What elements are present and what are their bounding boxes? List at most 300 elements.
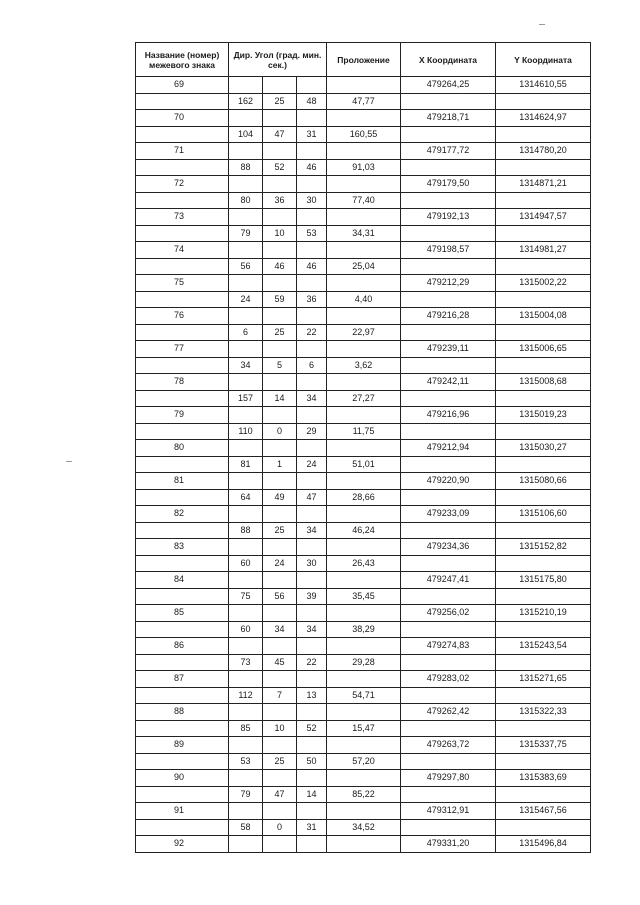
empty-cell <box>297 770 327 787</box>
empty-cell <box>229 572 263 589</box>
angle-seconds: 48 <box>297 93 327 110</box>
empty-cell <box>263 77 297 94</box>
empty-cell <box>327 638 401 655</box>
empty-cell <box>496 357 591 374</box>
point-name: 80 <box>136 440 229 457</box>
point-name: 72 <box>136 176 229 193</box>
y-coordinate: 1315006,65 <box>496 341 591 358</box>
angle-minutes: 10 <box>263 720 297 737</box>
point-row <box>136 341 591 358</box>
empty-cell <box>136 291 229 308</box>
angle-minutes: 1 <box>263 456 297 473</box>
segment-row <box>136 324 591 341</box>
y-coordinate: 1314871,21 <box>496 176 591 193</box>
angle-degrees: 58 <box>229 819 263 836</box>
point-row <box>136 110 591 127</box>
empty-cell <box>136 390 229 407</box>
empty-cell <box>136 489 229 506</box>
empty-cell <box>496 291 591 308</box>
table-body <box>136 77 591 853</box>
angle-degrees: 73 <box>229 654 263 671</box>
empty-cell <box>263 341 297 358</box>
angle-seconds: 30 <box>297 555 327 572</box>
x-coordinate: 479234,36 <box>401 539 496 556</box>
angle-seconds: 22 <box>297 654 327 671</box>
segment-row <box>136 291 591 308</box>
empty-cell <box>263 473 297 490</box>
empty-cell <box>496 423 591 440</box>
empty-cell <box>229 803 263 820</box>
angle-seconds: 34 <box>297 390 327 407</box>
empty-cell <box>297 143 327 160</box>
y-coordinate: 1315467,56 <box>496 803 591 820</box>
empty-cell <box>401 93 496 110</box>
y-coordinate: 1314610,55 <box>496 77 591 94</box>
empty-cell <box>263 671 297 688</box>
empty-cell <box>136 423 229 440</box>
empty-cell <box>401 654 496 671</box>
boundary-coordinates-table <box>135 42 591 853</box>
point-name: 85 <box>136 605 229 622</box>
segment-row <box>136 192 591 209</box>
segment-length: 77,40 <box>327 192 401 209</box>
empty-cell <box>263 539 297 556</box>
empty-cell <box>297 110 327 127</box>
empty-cell <box>229 110 263 127</box>
point-row <box>136 308 591 325</box>
empty-cell <box>297 605 327 622</box>
angle-seconds: 29 <box>297 423 327 440</box>
empty-cell <box>297 440 327 457</box>
empty-cell <box>136 687 229 704</box>
empty-cell <box>263 803 297 820</box>
empty-cell <box>136 555 229 572</box>
empty-cell <box>496 324 591 341</box>
angle-degrees: 88 <box>229 159 263 176</box>
empty-cell <box>229 836 263 853</box>
empty-cell <box>297 308 327 325</box>
segment-row <box>136 489 591 506</box>
empty-cell <box>136 126 229 143</box>
empty-cell <box>401 588 496 605</box>
segment-length: 54,71 <box>327 687 401 704</box>
empty-cell <box>496 753 591 770</box>
angle-seconds: 6 <box>297 357 327 374</box>
x-coordinate: 479312,91 <box>401 803 496 820</box>
angle-seconds: 52 <box>297 720 327 737</box>
empty-cell <box>327 737 401 754</box>
y-coordinate: 1315030,27 <box>496 440 591 457</box>
angle-seconds: 13 <box>297 687 327 704</box>
empty-cell <box>229 671 263 688</box>
point-row <box>136 803 591 820</box>
empty-cell <box>229 275 263 292</box>
point-row <box>136 374 591 391</box>
empty-cell <box>496 159 591 176</box>
empty-cell <box>263 407 297 424</box>
angle-degrees: 24 <box>229 291 263 308</box>
point-row <box>136 506 591 523</box>
empty-cell <box>401 126 496 143</box>
segment-row <box>136 555 591 572</box>
empty-cell <box>229 341 263 358</box>
angle-minutes: 46 <box>263 258 297 275</box>
angle-degrees: 110 <box>229 423 263 440</box>
empty-cell <box>327 242 401 259</box>
point-row <box>136 176 591 193</box>
point-name: 89 <box>136 737 229 754</box>
table-header-row <box>136 43 591 77</box>
segment-row <box>136 786 591 803</box>
point-name: 74 <box>136 242 229 259</box>
point-name: 88 <box>136 704 229 721</box>
x-coordinate: 479264,25 <box>401 77 496 94</box>
x-coordinate: 479212,29 <box>401 275 496 292</box>
angle-degrees: 157 <box>229 390 263 407</box>
angle-seconds: 34 <box>297 522 327 539</box>
empty-cell <box>327 374 401 391</box>
empty-cell <box>327 275 401 292</box>
angle-seconds: 30 <box>297 192 327 209</box>
empty-cell <box>401 192 496 209</box>
segment-row <box>136 126 591 143</box>
y-coordinate: 1315004,08 <box>496 308 591 325</box>
empty-cell <box>263 440 297 457</box>
segment-row <box>136 423 591 440</box>
empty-cell <box>496 621 591 638</box>
empty-cell <box>401 258 496 275</box>
segment-row <box>136 93 591 110</box>
point-row <box>136 275 591 292</box>
empty-cell <box>297 242 327 259</box>
empty-cell <box>229 473 263 490</box>
empty-cell <box>229 737 263 754</box>
empty-cell <box>496 786 591 803</box>
empty-cell <box>327 770 401 787</box>
header-y: Y Координата <box>496 43 591 77</box>
empty-cell <box>327 341 401 358</box>
segment-row <box>136 258 591 275</box>
empty-cell <box>496 522 591 539</box>
x-coordinate: 479198,57 <box>401 242 496 259</box>
scan-mark-left <box>66 461 72 462</box>
empty-cell <box>229 77 263 94</box>
empty-cell <box>229 440 263 457</box>
point-row <box>136 77 591 94</box>
empty-cell <box>297 341 327 358</box>
angle-minutes: 10 <box>263 225 297 242</box>
point-name: 92 <box>136 836 229 853</box>
angle-degrees: 75 <box>229 588 263 605</box>
segment-row <box>136 720 591 737</box>
empty-cell <box>401 720 496 737</box>
angle-degrees: 81 <box>229 456 263 473</box>
empty-cell <box>297 506 327 523</box>
empty-cell <box>327 572 401 589</box>
empty-cell <box>327 539 401 556</box>
segment-row <box>136 753 591 770</box>
empty-cell <box>136 93 229 110</box>
angle-seconds: 46 <box>297 159 327 176</box>
empty-cell <box>136 819 229 836</box>
angle-minutes: 25 <box>263 522 297 539</box>
header-length: Проложение <box>327 43 401 77</box>
empty-cell <box>136 324 229 341</box>
angle-minutes: 5 <box>263 357 297 374</box>
x-coordinate: 479274,83 <box>401 638 496 655</box>
y-coordinate: 1315008,68 <box>496 374 591 391</box>
empty-cell <box>263 605 297 622</box>
segment-length: 38,29 <box>327 621 401 638</box>
angle-minutes: 52 <box>263 159 297 176</box>
segment-length: 11,75 <box>327 423 401 440</box>
y-coordinate: 1314947,57 <box>496 209 591 226</box>
angle-seconds: 36 <box>297 291 327 308</box>
angle-seconds: 24 <box>297 456 327 473</box>
empty-cell <box>263 374 297 391</box>
empty-cell <box>263 110 297 127</box>
empty-cell <box>229 143 263 160</box>
y-coordinate: 1315080,66 <box>496 473 591 490</box>
header-angle: Дир. Угол (град. мин. сек.) <box>229 43 327 77</box>
angle-minutes: 45 <box>263 654 297 671</box>
angle-minutes: 47 <box>263 126 297 143</box>
point-name: 76 <box>136 308 229 325</box>
empty-cell <box>229 209 263 226</box>
empty-cell <box>401 819 496 836</box>
empty-cell <box>136 456 229 473</box>
header-name: Название (номер) межевого знака <box>136 43 229 77</box>
header-x: X Координата <box>401 43 496 77</box>
empty-cell <box>263 704 297 721</box>
segment-length: 27,27 <box>327 390 401 407</box>
point-name: 75 <box>136 275 229 292</box>
empty-cell <box>401 390 496 407</box>
empty-cell <box>496 588 591 605</box>
point-name: 71 <box>136 143 229 160</box>
empty-cell <box>327 605 401 622</box>
angle-degrees: 112 <box>229 687 263 704</box>
empty-cell <box>327 506 401 523</box>
empty-cell <box>263 308 297 325</box>
point-name: 73 <box>136 209 229 226</box>
segment-row <box>136 687 591 704</box>
x-coordinate: 479256,02 <box>401 605 496 622</box>
y-coordinate: 1314780,20 <box>496 143 591 160</box>
empty-cell <box>263 143 297 160</box>
angle-minutes: 49 <box>263 489 297 506</box>
angle-minutes: 25 <box>263 753 297 770</box>
empty-cell <box>136 720 229 737</box>
x-coordinate: 479218,71 <box>401 110 496 127</box>
empty-cell <box>401 621 496 638</box>
point-row <box>136 836 591 853</box>
empty-cell <box>496 390 591 407</box>
angle-minutes: 7 <box>263 687 297 704</box>
empty-cell <box>297 473 327 490</box>
segment-length: 46,24 <box>327 522 401 539</box>
point-name: 90 <box>136 770 229 787</box>
angle-seconds: 14 <box>297 786 327 803</box>
y-coordinate: 1315175,80 <box>496 572 591 589</box>
angle-degrees: 53 <box>229 753 263 770</box>
angle-minutes: 56 <box>263 588 297 605</box>
y-coordinate: 1314981,27 <box>496 242 591 259</box>
y-coordinate: 1314624,97 <box>496 110 591 127</box>
point-name: 70 <box>136 110 229 127</box>
x-coordinate: 479233,09 <box>401 506 496 523</box>
x-coordinate: 479239,11 <box>401 341 496 358</box>
empty-cell <box>327 77 401 94</box>
angle-degrees: 6 <box>229 324 263 341</box>
empty-cell <box>496 225 591 242</box>
x-coordinate: 479179,50 <box>401 176 496 193</box>
empty-cell <box>401 225 496 242</box>
angle-seconds: 34 <box>297 621 327 638</box>
empty-cell <box>496 258 591 275</box>
segment-row <box>136 357 591 374</box>
empty-cell <box>297 836 327 853</box>
point-name: 78 <box>136 374 229 391</box>
x-coordinate: 479220,90 <box>401 473 496 490</box>
x-coordinate: 479331,20 <box>401 836 496 853</box>
angle-seconds: 47 <box>297 489 327 506</box>
angle-degrees: 104 <box>229 126 263 143</box>
angle-seconds: 39 <box>297 588 327 605</box>
segment-length: 160,55 <box>327 126 401 143</box>
angle-minutes: 0 <box>263 423 297 440</box>
empty-cell <box>136 654 229 671</box>
x-coordinate: 479192,13 <box>401 209 496 226</box>
angle-minutes: 24 <box>263 555 297 572</box>
y-coordinate: 1315271,65 <box>496 671 591 688</box>
angle-degrees: 88 <box>229 522 263 539</box>
empty-cell <box>496 555 591 572</box>
segment-row <box>136 654 591 671</box>
angle-seconds: 50 <box>297 753 327 770</box>
point-name: 69 <box>136 77 229 94</box>
segment-length: 22,97 <box>327 324 401 341</box>
y-coordinate: 1315106,60 <box>496 506 591 523</box>
x-coordinate: 479247,41 <box>401 572 496 589</box>
empty-cell <box>297 737 327 754</box>
point-row <box>136 572 591 589</box>
empty-cell <box>297 275 327 292</box>
segment-length: 57,20 <box>327 753 401 770</box>
empty-cell <box>297 572 327 589</box>
x-coordinate: 479262,42 <box>401 704 496 721</box>
point-row <box>136 671 591 688</box>
empty-cell <box>297 209 327 226</box>
x-coordinate: 479297,80 <box>401 770 496 787</box>
angle-degrees: 56 <box>229 258 263 275</box>
x-coordinate: 479242,11 <box>401 374 496 391</box>
empty-cell <box>263 572 297 589</box>
empty-cell <box>136 588 229 605</box>
segment-row <box>136 390 591 407</box>
empty-cell <box>401 357 496 374</box>
empty-cell <box>263 836 297 853</box>
point-row <box>136 605 591 622</box>
angle-degrees: 79 <box>229 225 263 242</box>
point-row <box>136 473 591 490</box>
point-name: 82 <box>136 506 229 523</box>
angle-degrees: 60 <box>229 555 263 572</box>
y-coordinate: 1315243,54 <box>496 638 591 655</box>
angle-degrees: 60 <box>229 621 263 638</box>
segment-length: 51,01 <box>327 456 401 473</box>
empty-cell <box>327 176 401 193</box>
empty-cell <box>136 522 229 539</box>
point-row <box>136 638 591 655</box>
segment-length: 25,04 <box>327 258 401 275</box>
segment-length: 26,43 <box>327 555 401 572</box>
empty-cell <box>229 539 263 556</box>
empty-cell <box>136 159 229 176</box>
empty-cell <box>229 704 263 721</box>
empty-cell <box>136 621 229 638</box>
angle-minutes: 47 <box>263 786 297 803</box>
y-coordinate: 1315496,84 <box>496 836 591 853</box>
empty-cell <box>229 176 263 193</box>
empty-cell <box>401 753 496 770</box>
empty-cell <box>263 737 297 754</box>
point-row <box>136 737 591 754</box>
empty-cell <box>263 275 297 292</box>
point-row <box>136 209 591 226</box>
point-name: 81 <box>136 473 229 490</box>
segment-length: 85,22 <box>327 786 401 803</box>
empty-cell <box>136 192 229 209</box>
y-coordinate: 1315152,82 <box>496 539 591 556</box>
x-coordinate: 479212,94 <box>401 440 496 457</box>
angle-degrees: 162 <box>229 93 263 110</box>
angle-degrees: 79 <box>229 786 263 803</box>
angle-degrees: 80 <box>229 192 263 209</box>
empty-cell <box>327 440 401 457</box>
segment-length: 29,28 <box>327 654 401 671</box>
empty-cell <box>263 506 297 523</box>
segment-length: 34,52 <box>327 819 401 836</box>
empty-cell <box>496 192 591 209</box>
empty-cell <box>496 489 591 506</box>
empty-cell <box>327 143 401 160</box>
x-coordinate: 479216,96 <box>401 407 496 424</box>
angle-seconds: 46 <box>297 258 327 275</box>
segment-row <box>136 588 591 605</box>
empty-cell <box>136 225 229 242</box>
empty-cell <box>327 671 401 688</box>
angle-minutes: 0 <box>263 819 297 836</box>
point-name: 79 <box>136 407 229 424</box>
empty-cell <box>496 654 591 671</box>
empty-cell <box>401 324 496 341</box>
empty-cell <box>136 786 229 803</box>
point-row <box>136 770 591 787</box>
empty-cell <box>297 671 327 688</box>
empty-cell <box>263 176 297 193</box>
empty-cell <box>229 605 263 622</box>
point-name: 86 <box>136 638 229 655</box>
point-name: 77 <box>136 341 229 358</box>
empty-cell <box>263 770 297 787</box>
empty-cell <box>297 374 327 391</box>
empty-cell <box>496 687 591 704</box>
empty-cell <box>327 803 401 820</box>
x-coordinate: 479263,72 <box>401 737 496 754</box>
empty-cell <box>297 407 327 424</box>
empty-cell <box>229 506 263 523</box>
